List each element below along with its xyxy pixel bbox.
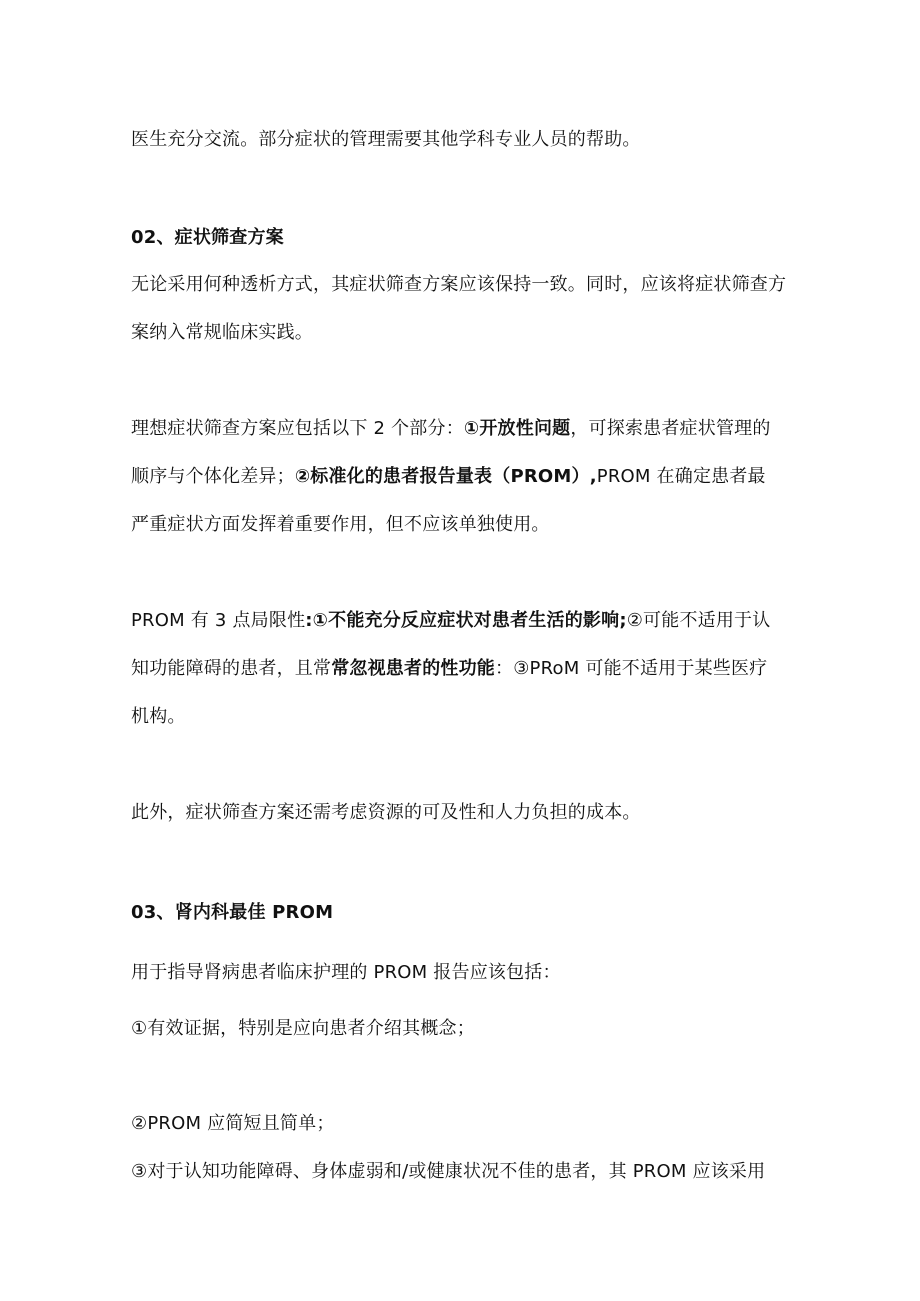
- paragraph-line: [131, 609, 801, 633]
- list-item: [131, 1112, 801, 1136]
- heading-text: 02、症状筛查方案: [131, 227, 284, 248]
- bold-text: ②标准化的患者报告量表（PROM）,: [294, 466, 597, 487]
- heading-text: 03、肾内科最佳 PROM: [131, 902, 334, 923]
- text: 严重症状方面发挥着重要作用，但不应该单独使用。: [131, 514, 550, 535]
- text: 顺序与个体化差异；: [131, 466, 295, 487]
- bold-text: ①开放性问题: [463, 418, 571, 439]
- paragraph-line: [131, 465, 801, 489]
- paragraph-line: [131, 961, 801, 985]
- text: 机构。: [131, 706, 186, 727]
- paragraph-line: [131, 273, 801, 297]
- list-item: [131, 1160, 801, 1184]
- paragraph-line: [131, 417, 801, 441]
- text: 理想症状筛查方案应包括以下 2 个部分：: [131, 418, 464, 439]
- paragraph-line: [131, 705, 801, 729]
- text: ③对于认知功能障碍、身体虚弱和/或健康状况不佳的患者，其 PROM 应该采用: [131, 1161, 766, 1182]
- paragraph-line: [131, 801, 801, 825]
- text: 此外，症状筛查方案还需考虑资源的可及性和人力负担的成本。: [131, 802, 641, 823]
- paragraph-line: [131, 657, 801, 681]
- text: 用于指导肾病患者临床护理的 PROM 报告应该包括：: [131, 962, 561, 983]
- text: PROM 在确定患者最: [596, 466, 766, 487]
- list-item: [131, 1017, 801, 1041]
- section-heading-02: [131, 226, 801, 250]
- text: ：③PRoM 可能不适用于某些医疗: [495, 658, 768, 679]
- paragraph-line: [131, 513, 801, 537]
- section-heading-03: [131, 901, 801, 925]
- paragraph-line: [131, 128, 801, 152]
- text: 医生充分交流。部分症状的管理需要其他学科专业人员的帮助。: [131, 129, 641, 150]
- text: 案纳入常规临床实践。: [131, 322, 313, 343]
- text: PROM 有 3 点局限性: [131, 610, 306, 631]
- text: ①有效证据，特别是应向患者介绍其概念；: [131, 1018, 475, 1039]
- text: 无论采用何种透析方式，其症状筛查方案应该保持一致。同时，应该将症状筛查方: [131, 274, 787, 295]
- text: ②可能不适用于认: [626, 610, 771, 631]
- text: ②PROM 应简短且简单；: [131, 1113, 335, 1134]
- text: 知功能障碍的患者，且常: [131, 658, 332, 679]
- bold-text: :①不能充分反应症状对患者生活的影响;: [305, 610, 627, 631]
- text: ，可探索患者症状管理的: [570, 418, 771, 439]
- bold-text: 常忽视患者的性功能: [331, 658, 496, 679]
- paragraph-line: [131, 321, 801, 345]
